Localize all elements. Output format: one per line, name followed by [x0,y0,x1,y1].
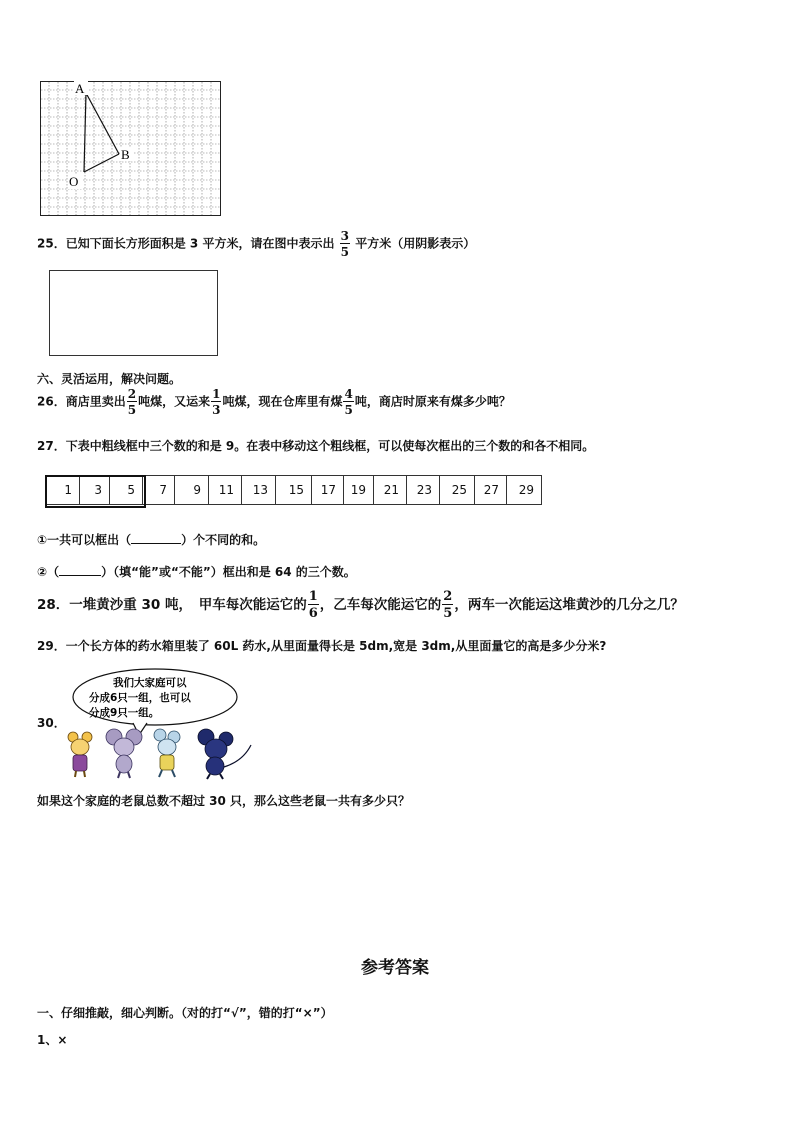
point-o-label: O [69,174,79,189]
point-b-label: B [121,147,130,162]
number-cell: 29 [507,476,542,505]
number-cell: 1 [46,476,80,505]
number-cell: 19 [344,476,374,505]
question-30-number: 30． [37,716,66,730]
number-cell: 25 [440,476,475,505]
number-cell: 17 [312,476,344,505]
grid-triangle-figure [40,81,221,216]
question-27: 27．下表中粗线框中三个数的和是 9。在表中移动这个粗线框，可以使每次框出的三个数的和各不相同。 [37,439,595,453]
question-27-sub2: ②（ ）（填“能”或“不能”）框出和是 64 的三个数。 [37,565,356,579]
fraction-2-5: $\frac{2}{5}$ [127,387,137,417]
number-cell: 7 [143,476,175,505]
number-cell: 13 [242,476,276,505]
number-cell: 23 [407,476,440,505]
section-6-title: 六、灵活运用，解决问题。 [37,372,182,386]
question-29: 29．一个长方体的药水箱里装了 60L 药水,从里面量得长是 5dm,宽是 3dm,从里面量它的高是多少分米? [37,639,607,653]
number-cell: 5 [110,476,143,505]
fraction-4-5: $\frac{4}{5}$ [344,387,353,417]
mouse-purple-icon [106,729,142,778]
question-28: 28．一堆黄沙重 30 吨， 甲车每次能运它的 $\frac{1}{6}$ ，乙车每次能运它的 $\frac{2}{5}$ ，两车一次能运这堆黄沙的几分之几？ [37,589,684,621]
answers-section-1: 一、仔细推敲，细心判断。（对的打“√”，错的打“×”） [37,1006,333,1020]
question-27-sub1: ①一共可以框出（ ）个不同的和。 [37,533,266,547]
fraction-1-6: $\frac{1}{6}$ [308,589,318,621]
bold-selection-frame[interactable] [45,475,146,508]
fraction-2-5-b: $\frac{2}{5}$ [443,589,453,621]
answer-1: 1、× [37,1033,68,1047]
bubble-line-2: 分成6只一组，也可以 [89,692,191,704]
answer-blank-2[interactable] [59,563,101,576]
bubble-line-1: 我们大家庭可以 [113,677,187,689]
number-cell: 21 [374,476,407,505]
mouse-blue-icon [154,729,180,777]
fraction-1-3: $\frac{1}{3}$ [212,387,221,417]
fraction-3-5: $\frac{3}{5}$ [340,229,349,259]
number-cell: 27 [475,476,507,505]
mouse-navy-icon [198,729,251,779]
number-cell: 3 [80,476,110,505]
answers-title: 参考答案 [361,958,429,978]
mouse-yellow-icon [68,732,92,777]
number-cell: 11 [209,476,242,505]
point-a-label: A [75,81,85,96]
bubble-line-3: 分成9只一组。 [89,707,160,719]
mice-family-illustration [63,667,263,780]
answer-blank-1[interactable] [131,531,181,544]
question-30-text: 如果这个家庭的老鼠总数不超过 30 只，那么这些老鼠一共有多少只？ [37,794,411,808]
rectangle-figure[interactable] [49,270,218,356]
question-26: 26．商店里卖出 $\frac{2}{5}$ 吨煤，又运来 $\frac{1}{3}$ 吨煤，现在仓库里有煤 $\frac{4}{5}$ 吨，商店时原来有煤多少吨？ [37,387,511,417]
number-cell: 9 [175,476,209,505]
question-25: 25．已知下面长方形面积是 3 平方米，请在图中表示出 $\frac{3}{5}$ 平方米（用阴影表示） [37,229,476,259]
number-cell: 15 [276,476,312,505]
